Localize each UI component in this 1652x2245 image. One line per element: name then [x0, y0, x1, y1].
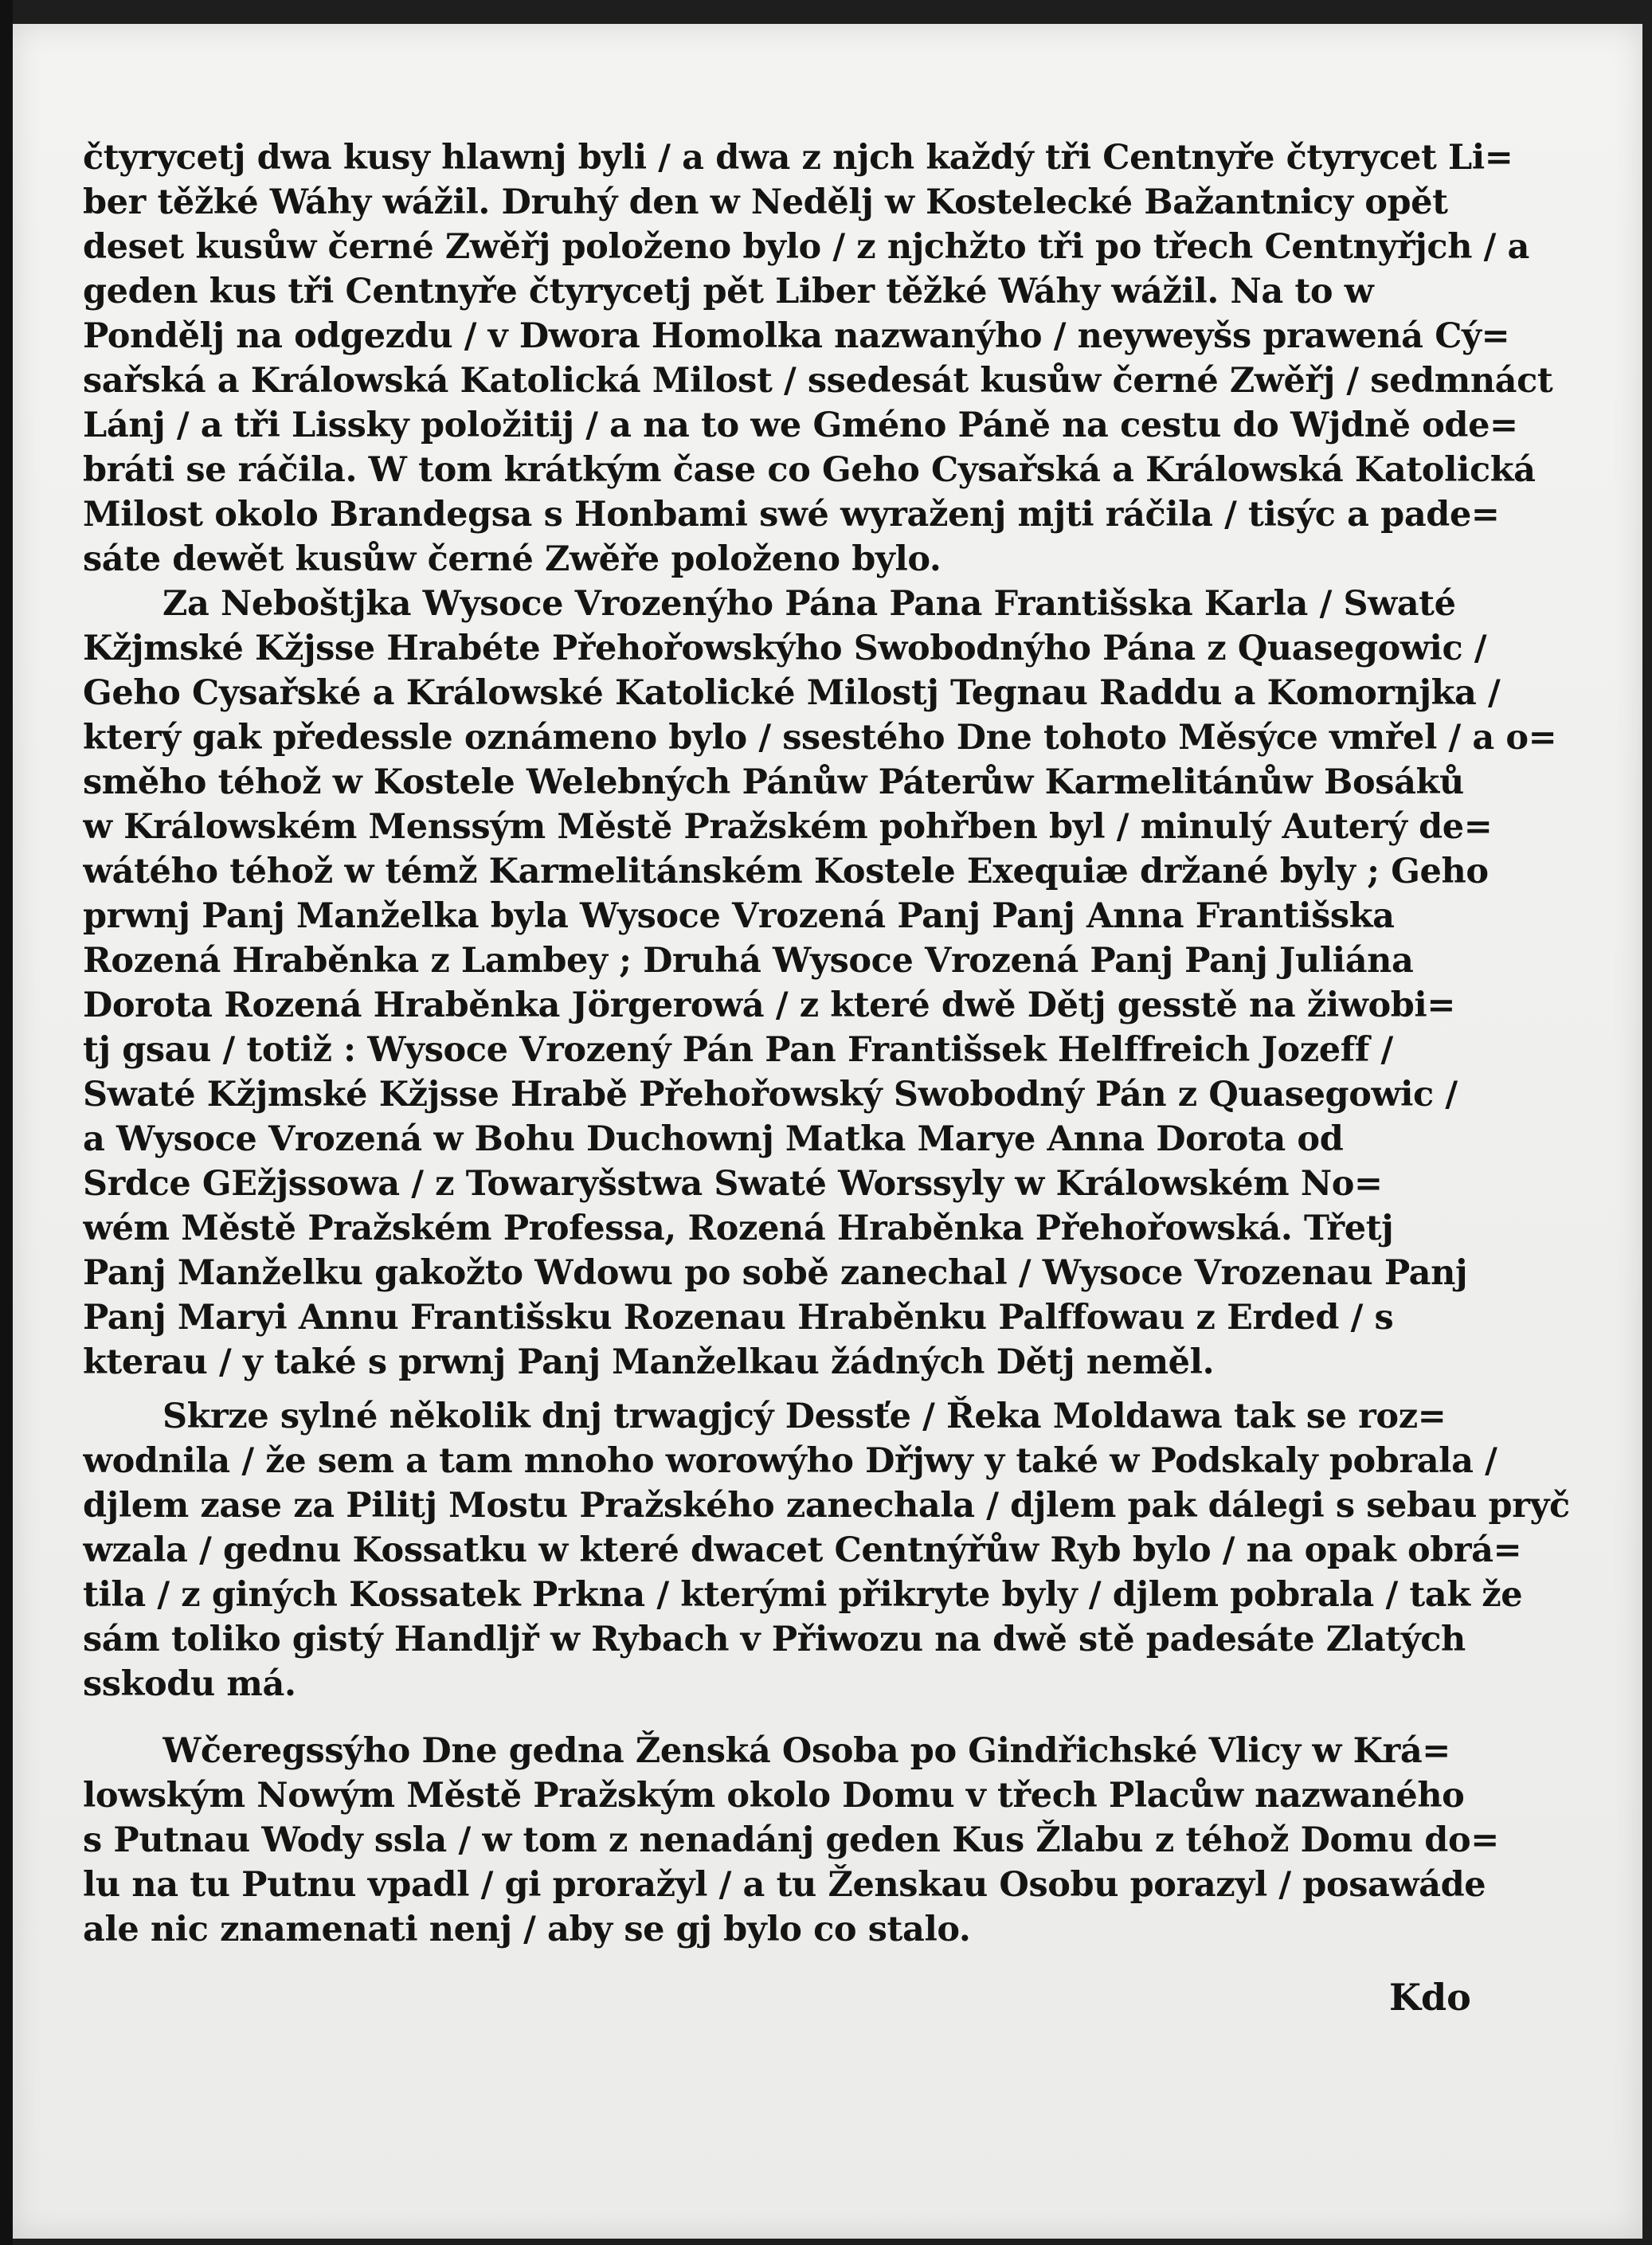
text-line: Lánj / a tři Lissky položitij / a na to we Gméno Páně na cestu do Wjdně ode= [83, 406, 1518, 445]
text-line: wodnila / že sem a tam mnoho worowýho Dřjwy y také w Podskaly pobrala / [83, 1441, 1497, 1481]
text-line: sařská a Králowská Katolická Milost / ssedesát kusůw černé Zwěřj / sedmnáct [83, 361, 1553, 401]
text-line: čtyrycetj dwa kusy hlawnj byli / a dwa z njch každý tři Centnyře čtyrycet Li= [83, 138, 1513, 178]
text-line: tj gsau / totiž : Wysoce Vrozený Pán Pan Františsek Helffreich Jozeff / [83, 1030, 1393, 1070]
paragraph-start-line: Skrze sylné několik dnj trwagjcý Dessťe / Řeka Moldawa tak se roz= [162, 1397, 1446, 1436]
text-line: Panj Manželku gakožto Wdowu po sobě zanechal / Wysoce Vrozenau Panj [83, 1253, 1468, 1293]
text-line: wátého téhož w témž Karmelitánském Kostele Exequiæ držané byly ; Geho [83, 852, 1489, 891]
paragraph-start-line: Wčeregssýho Dne gedna Ženská Osoba po Gindřichské Vlicy w Krá= [162, 1731, 1450, 1771]
text-line: prwnj Panj Manželka byla Wysoce Vrozená Panj Panj Anna Františska [83, 896, 1395, 936]
text-line: Srdce GEžjssowa / z Towaryšstwa Swaté Worssyly w Králowském No= [83, 1164, 1383, 1204]
text-line: který gak předessle oznámeno bylo / ssestého Dne tohoto Měsýce vmřel / a o= [83, 718, 1557, 758]
text-line: lu na tu Putnu vpadl / gi proražyl / a tu Ženskau Osobu porazyl / posawáde [83, 1865, 1486, 1905]
catchword: Kdo [1389, 1976, 1471, 2019]
page-left-edge [0, 0, 13, 2245]
text-line: sám toliko gistý Handljř w Rybach v Přiwozu na dwě stě padesáte Zlatých [83, 1620, 1466, 1659]
text-line: bráti se ráčila. W tom krátkým čase co Geho Cysařská a Králowská Katolická [83, 450, 1536, 490]
text-line: lowským Nowým Městě Pražským okolo Domu v třech Placůw nazwaného [83, 1776, 1465, 1816]
text-line: kterau / y také s prwnj Panj Manželkau žádných Dětj neměl. [83, 1342, 1215, 1382]
text-line: ale nic znamenati nenj / aby se gj bylo co stalo. [83, 1910, 971, 1949]
text-line: Kžjmské Kžjsse Hrabéte Přehořowskýho Swobodnýho Pána z Quasegowic / [83, 629, 1487, 668]
document-page [13, 24, 1642, 2239]
text-line: Swaté Kžjmské Kžjsse Hrabě Přehořowský Swobodný Pán z Quasegowic / [83, 1075, 1458, 1115]
text-line: Geho Cysařské a Králowské Katolické Milostj Tegnau Raddu a Komornjka / [83, 673, 1501, 713]
document-text-block [83, 135, 1596, 2175]
text-line: směho téhož w Kostele Welebných Pánůw Páterůw Karmelitánůw Bosáků [83, 762, 1464, 802]
text-line: wzala / gednu Kossatku w které dwacet Centnýřůw Ryb bylo / na opak obrá= [83, 1530, 1522, 1570]
paragraph-start-line: Za Neboštjka Wysoce Vrozenýho Pána Pana Františska Karla / Swaté [162, 584, 1456, 624]
text-line: s Putnau Wody ssla / w tom z nenadánj geden Kus Žlabu z téhož Domu do= [83, 1820, 1499, 1860]
text-line: sáte dewět kusůw černé Zwěře položeno bylo. [83, 539, 941, 579]
text-line: Pondělj na odgezdu / v Dwora Homolka nazwanýho / neyweyšs prawená Cý= [83, 316, 1510, 356]
text-line: Rozená Hraběnka z Lambey ; Druhá Wysoce Vrozená Panj Panj Juliána [83, 941, 1414, 981]
text-line: Panj Maryi Annu Františsku Rozenau Hraběnku Palffowau z Erded / s [83, 1298, 1394, 1338]
text-line: a Wysoce Vrozená w Bohu Duchownj Matka Marye Anna Dorota od [83, 1119, 1344, 1159]
text-line: djlem zase za Pilitj Mostu Pražského zanechala / djlem pak dálegi s sebau pryč [83, 1486, 1570, 1526]
text-line: tila / z giných Kossatek Prkna / kterými přikryte byly / djlem pobrala / tak že [83, 1575, 1523, 1615]
text-line: deset kusůw černé Zwěřj položeno bylo / z njchžto tři po třech Centnyřjch / a [83, 227, 1529, 267]
text-line: Milost okolo Brandegsa s Honbami swé wyraženj mjti ráčila / tisýc a pade= [83, 495, 1500, 535]
text-line: w Králowském Menssým Městě Pražském pohřben byl / minulý Auterý de= [83, 807, 1493, 847]
text-line: geden kus tři Centnyře čtyrycetj pět Liber těžké Wáhy wážil. Na to w [83, 272, 1374, 311]
text-line: Dorota Rozená Hraběnka Jörgerowá / z které dwě Dětj gesstě na žiwobi= [83, 985, 1455, 1025]
text-line: sskodu má. [83, 1664, 296, 1704]
text-line: wém Městě Pražském Professa, Rozená Hraběnka Přehořowská. Třetj [83, 1209, 1394, 1248]
text-line: ber těžké Wáhy wážil. Druhý den w Nedělj w Kostelecké Bažantnicy opět [83, 182, 1448, 222]
